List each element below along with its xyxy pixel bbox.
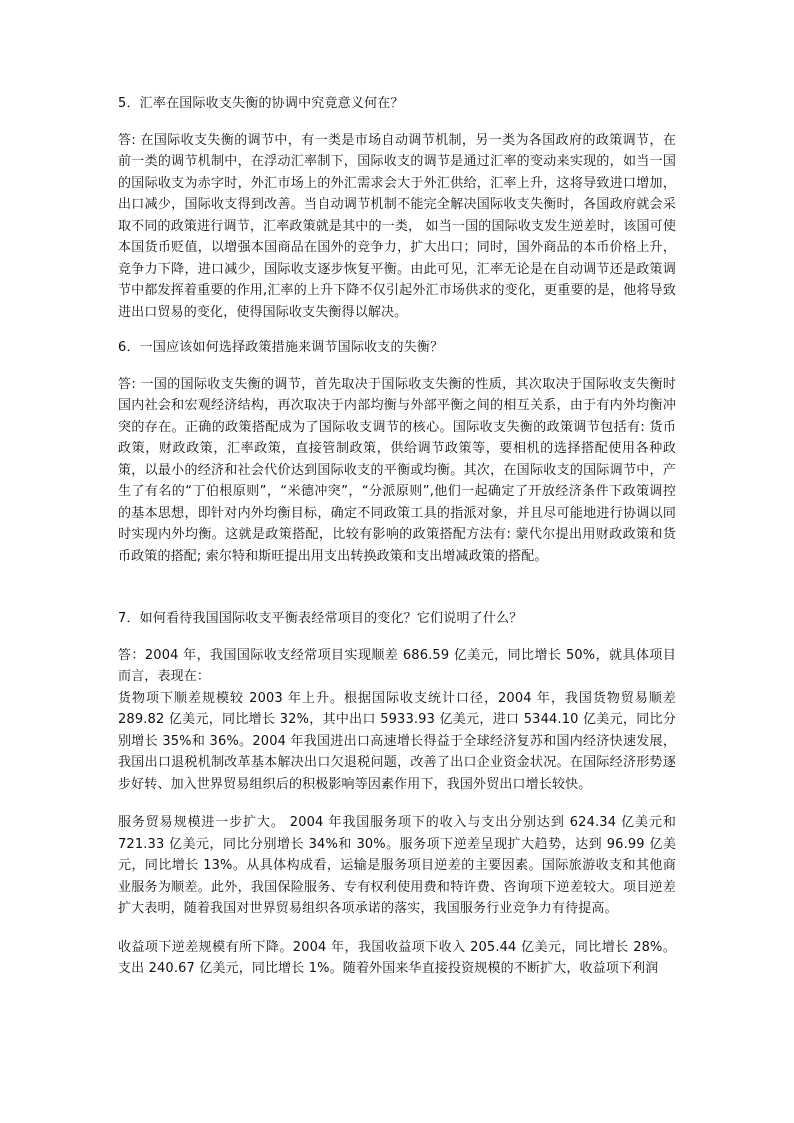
answer-7-intro: 答：2004 年，我国国际收支经常项目实现顺差 686.59 亿美元，同比增长 50%，就具体项目而言，表现在：	[118, 647, 676, 684]
spacer	[118, 567, 676, 608]
spacer	[118, 323, 676, 337]
spacer	[118, 920, 676, 937]
answer-5-paragraph: 答: 在国际收支失衡的调节中，有一类是市场自动调节机制，另一类为各国政府的政策调节，在前一类的调节机制中，在浮动汇率制下，国际收支的调节是通过汇率的变动来实现的，如当一国的国际收支为赤字时，外汇市场上的外汇需求会大于外汇供给，汇率上升，这将导致进口增加，出口减少，国际收支得到改善。当自动调节机制不能完全解决国际收支失衡时，各国政府就会采取不同的政策进行调节，汇率政策就是其中的一类， 如当一国的国际收支发生逆差时，该国可使本国货币贬值，以增强本国商品在国外的竞争力，扩大出口；同时，国外商品的本币价格上升，竞争力下降，进口减少，国际收支逐步恢复平衡。由此可见，汇率无论是在自动调节还是政策调节中都发挥着重要的作用,汇率的上升下降不仅引起外汇市场供求的变化，更重要的是，他将导致进出口贸易的变化，使得国际收支失衡得以解决。	[118, 132, 676, 320]
document-page	[118, 93, 676, 980]
answer-6-paragraph: 答: 一国的国际收支失衡的调节，首先取决于国际收支失衡的性质，其次取决于国际收支失衡时国内社会和宏观经济结构，再次取决于内部均衡与外部平衡之间的相互关系，由于有内外均衡冲突的存在。正确的政策搭配成为了国际收支调节的核心。国际收支失衡的政策调节包括有: 货币政策，财政政策，汇率政策，直接管制政策，供给调节政策等，要相机的选择搭配使用各种政策，以最小的经济和社会代价达到国际收支的平衡或均衡。其次，在国际收支的国际调节中，产生了有名的“丁伯根原则”，“米德冲突”，“分派原则”,他们一起确定了开放经济条件下政策调控的基本思想，即针对内外均衡目标，确定不同政策工具的指派对象，并且尽可能地进行协调以同时实现内外均衡。这就是政策搭配，比较有影响的政策搭配方法有: 蒙代尔提出用财政政策和货币政策的搭配; 索尔特和斯旺提出用支出转换政策和支出增减政策的搭配。	[118, 376, 676, 564]
answer-7-services-paragraph: 服务贸易规模进一步扩大。 2004 年我国服务项下的收入与支出分别达到 624.34 亿美元和 721.33 亿美元，同比分别增长 34%和 30%。服务项下逆差呈现扩大趋势，达到 96.99 亿美元，同比增长 13%。从具体构成看，运输是服务项目逆差的主要因素。国际旅游收支和其他商业服务为顺差。此外，我国保险服务、专有权利使用费和特许费、咨询项下逆差较大。项目逆差扩大表明，随着我国对世界贸易组织各项承诺的落实，我国服务行业竞争力有待提高。	[118, 815, 676, 916]
spacer	[118, 795, 676, 812]
question-5-title: 5．汇率在国际收支失衡的协调中究竟意义何在？	[118, 96, 404, 111]
answer-7-income-paragraph: 收益项下逆差规模有所下降。2004 年，我国收益项下收入 205.44 亿美元，同比增长 28%。支出 240.67 亿美元，同比增长 1%。随着外国来华直接投资规模的不断扩大，收益项下利润	[118, 939, 676, 976]
question-7-title: 7．如何看待我国国际收支平衡表经常项目的变化？它们说明了什么？	[118, 611, 523, 626]
answer-7-goods-paragraph: 货物项下顺差规模较 2003 年上升。根据国际收支统计口径，2004 年，我国货物贸易顺差 289.82 亿美元，同比增长 32%，其中出口 5933.93 亿美元，进口 5344.10 亿美元，同比分别增长 35%和 36%。2004 年我国进出口高速增长得益于全球经济复苏和国内经济快速发展，我国出口退税机制改革基本解决出口欠退税问题，改善了出口企业资金状况。在国际经济形势逐步好转、加入世界贸易组织后的积极影响等因素作用下，我国外贸出口增长较快。	[118, 690, 676, 792]
question-6-title: 6．一国应该如何选择政策措施来调节国际收支的失衡？	[118, 340, 444, 355]
